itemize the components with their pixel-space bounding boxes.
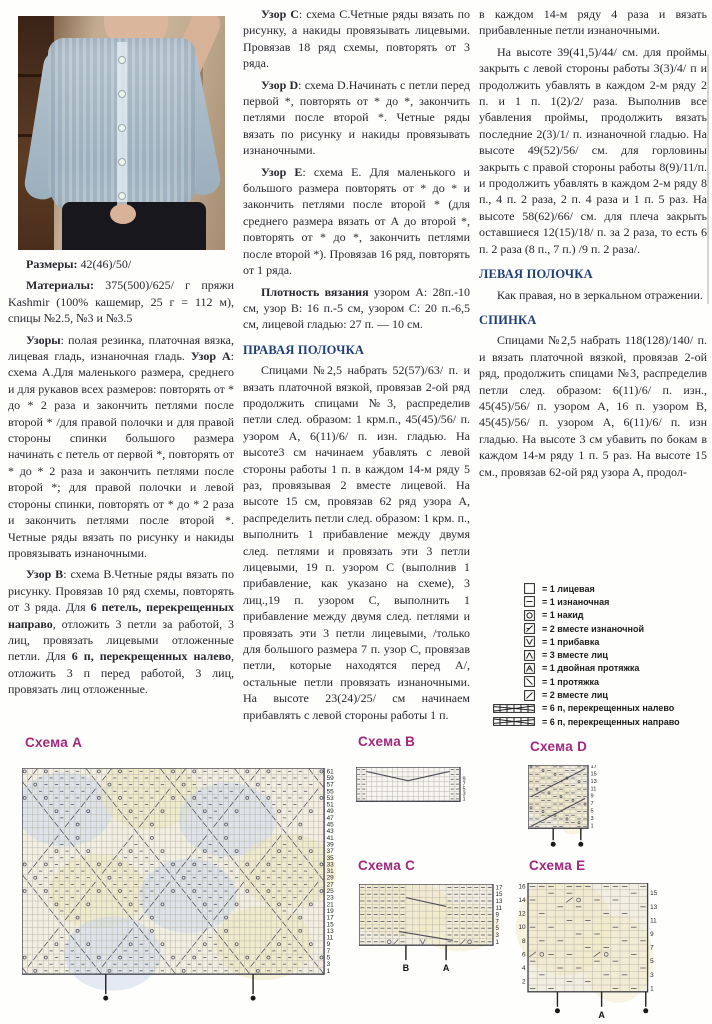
svg-text:49: 49 [326, 808, 334, 816]
svg-text:15: 15 [590, 771, 597, 778]
section-heading: СПИНКА [479, 312, 537, 327]
svg-text:21: 21 [326, 901, 334, 909]
hand [110, 204, 136, 224]
purl2tog-icon [524, 623, 535, 634]
svg-text:5: 5 [495, 925, 499, 933]
legend-label: = 2 вместе изнаночной [542, 623, 644, 634]
knitting-chart-c [359, 884, 510, 983]
legend-item [468, 675, 710, 688]
legend-label: = 1 изнаночная [542, 596, 610, 607]
svg-text:43: 43 [326, 828, 334, 836]
svg-text:13: 13 [326, 927, 334, 935]
svg-text:55: 55 [326, 788, 334, 796]
knit-icon [524, 583, 535, 594]
cardigan-photo [18, 16, 225, 250]
chart-title-b: Схема В [358, 734, 416, 749]
svg-text:3: 3 [650, 971, 654, 979]
svg-text:11: 11 [326, 934, 334, 942]
legend-item [468, 595, 710, 608]
legend-item [468, 662, 710, 675]
svg-text:11: 11 [495, 904, 502, 912]
button-icon [118, 158, 126, 166]
paragraph: Узор В: схема В.Четные ряды вязать по рисунку. Провязав 10 ряд схемы, повторять от 3 ряда. Для 6 петель, перекрещенных направо, отложить 3 петли за работой, 3 лиц, провязать лицевыми отложенные петли. Для 6 п, перекрещенных налево, отложить 3 п перед работой, 3 лиц, провязать лиц отложенные. [8, 567, 234, 697]
svg-text:5: 5 [650, 958, 654, 966]
svg-text:9: 9 [590, 793, 594, 800]
svg-text:8: 8 [521, 937, 526, 945]
svg-text:13: 13 [495, 898, 503, 906]
chart-grid-e [516, 883, 665, 1024]
legend-label: = 3 вместе лиц [542, 650, 608, 661]
chart-grid-d [528, 765, 605, 858]
pass-icon [524, 676, 535, 687]
svg-text:61: 61 [326, 768, 334, 776]
chart-grid-a [22, 768, 341, 1012]
cable-left-icon [493, 704, 535, 713]
svg-text:17: 17 [326, 914, 334, 922]
svg-text:10: 10 [518, 924, 526, 932]
legend-label: = 1 лицевая [542, 583, 595, 594]
chart-grid-b [356, 767, 477, 807]
paragraph: в каждом 14-м ряду 4 раза и вязать прибавленные петли изнаночными. [479, 7, 707, 38]
legend-label: = 1 двойная протяжка [542, 663, 640, 674]
paragraph: Узоры: полая резинка, платочная вязка, лицевая гладь, изнаночная гладь. Узор А: схема А.Для маленького размера, среднего и для рукавов всех размеров: повторять от * до * 2 раза и закончить петлями после второй * /для правой полочки и для правой стороны спинки большого размера начинать с петель от первой *, повторять от * до * 2 раза и закончить петлями после второй *; для правой полочки и левой стороны спинки, повторять от * до * 2 раза и закончить петлями после второй *. Четные ряды вязать по рисунку и накиды провязывать изнаночными. [8, 332, 234, 560]
svg-text:41: 41 [326, 834, 334, 842]
svg-text:23: 23 [326, 894, 334, 902]
middle-column [243, 6, 470, 728]
svg-text:13: 13 [590, 778, 597, 785]
chart-title-d: Схема D [530, 739, 588, 754]
svg-text:53: 53 [326, 794, 334, 802]
svg-text:51: 51 [326, 801, 334, 809]
paragraph: Размеры: 42(46)/50/ [26, 257, 132, 271]
svg-text:59: 59 [326, 774, 334, 782]
svg-text:12: 12 [518, 910, 526, 918]
right-column [479, 6, 707, 485]
svg-text:16: 16 [518, 883, 526, 891]
double-pass-icon [524, 663, 535, 674]
paragraph: Материалы: 375(500)/625/ г пряжи Kashmir (100% кашемир, 25 г = 112 м), спицы №2.5, №3 и №3.5 [8, 278, 234, 326]
button-icon [118, 124, 126, 132]
svg-text:A: A [598, 1009, 605, 1020]
svg-text:29: 29 [326, 874, 334, 882]
svg-text:3: 3 [495, 932, 499, 940]
svg-text:39: 39 [326, 841, 334, 849]
svg-text:15: 15 [326, 921, 334, 929]
paragraph: Спицами №2,5 набрать 52(57)/63/ п. и вязать платочной вязкой, провязав 2-ой ряд продолжить спицами №3, распределив петли след. образом: 1 крм.п., 45(45)/56/ п. узором А, 6(11)/6/ п. изн. гладью. На высоте3 см начинаем убавлять с левой стороны работы 1 п. в каждом 14-м ряду 5 раз, провязывая 2 вместе лицевой. На высоте 15 см, провязав 62 ряд узора А, распределить петли след. образом: 1 крм. п., выполнить 1 прибавление между двумя след. петлями и провязать эти 3 петли лицевыми, 19 п. узором С (выполнив 1 прибавление, как указано на схеме), 3 лиц.,19 п. узором С, выполнить 1 прибавление между двумя след. петлями и провязать эти 3 петли лицевыми, /только для большого размера 7 п. узор С, провязав петли, которые находятся перед А/, остальные петли провязать изнаночными. На высоте 23(24)/25/ см начинаем прибавлять с левой стороны работы 1 п. [243, 363, 470, 722]
purl-icon [524, 596, 535, 607]
chart-title-e: Схема Е [529, 858, 586, 873]
section-heading: ЛЕВАЯ ПОЛОЧКА [479, 267, 593, 282]
svg-text:13: 13 [650, 903, 658, 911]
paragraph: Спицами №2,5 набрать 118(128)/140/ п. и вязать платочной вязкой, провязав 2-ой ряд, продолжить спицами №3, распределив петли след. образом: 6(11)/6/ п. изн., 45(45)/56/ п. узором А, 16 п. узором В, 45(45)/56/ п. узором А, 6(11)/6/ п. изн гладью. На высоте 3 см убавить по бокам в каждом 14-м ряду 1 п. 5 раз. На высоте 15 см., провязав 62-ой ряд узора А, продол- [479, 333, 707, 479]
legend-label: = 1 накид [542, 610, 584, 621]
svg-text:5: 5 [590, 808, 594, 815]
svg-text:4: 4 [521, 965, 526, 973]
svg-text:9: 9 [462, 776, 466, 783]
svg-text:1: 1 [326, 967, 331, 975]
svg-text:17: 17 [590, 765, 597, 770]
svg-text:11: 11 [650, 917, 657, 925]
knitting-chart-a [22, 768, 341, 1017]
svg-text:11: 11 [590, 786, 597, 793]
svg-text:7: 7 [326, 947, 331, 955]
paragraph: Как правая, но в зеркальном отражении. [497, 287, 703, 302]
svg-text:7: 7 [495, 918, 499, 926]
svg-text:1: 1 [650, 985, 654, 993]
svg-text:27: 27 [326, 881, 334, 889]
svg-text:45: 45 [326, 821, 334, 829]
button-icon [118, 192, 126, 200]
chart-title-c: Схема С [358, 858, 416, 873]
svg-text:31: 31 [326, 868, 334, 876]
svg-text:9: 9 [650, 931, 654, 939]
paragraph: Узор С: схема С.Четные ряды вязать по рисунку, а накиды провязывать лицевыми. Провязав 18 ряд схемы, повторять от 3 ряда. [243, 7, 470, 71]
svg-text:14: 14 [518, 897, 526, 905]
legend-label: = 6 п, перекрещенных налево [542, 703, 675, 714]
button-placket [117, 42, 127, 212]
button-icon [118, 90, 126, 98]
button-icon [118, 56, 126, 64]
legend-item [468, 688, 710, 701]
svg-text:1: 1 [590, 823, 594, 830]
svg-text:1: 1 [495, 938, 499, 946]
symbol-legend [468, 582, 710, 728]
left-column [8, 256, 234, 703]
legend-label: = 2 вместе лиц [542, 690, 608, 701]
section-heading: ПРАВАЯ ПОЛОЧКА [243, 342, 365, 357]
legend-item [468, 609, 710, 622]
svg-text:17: 17 [495, 884, 503, 892]
svg-text:2: 2 [521, 978, 526, 986]
yarn-over-icon [524, 610, 535, 621]
svg-text:15: 15 [495, 891, 503, 899]
svg-text:19: 19 [326, 907, 334, 915]
cable-right-icon [493, 717, 535, 726]
svg-text:1: 1 [462, 796, 466, 803]
svg-text:3: 3 [462, 791, 466, 798]
paragraph: Узор Е: схема Е. Для маленького и большого размера повторять от * до * и закончить петлями после второй * (для среднего размера вязать от А до второй *, повторять от * до *, закончить петлями после второй *). Провязав 16 ряд, повторять от 1 ряда. [243, 164, 470, 278]
legend-item [468, 635, 710, 648]
knitting-chart-e [516, 883, 665, 1024]
knitting-chart-b [356, 767, 477, 812]
svg-text:3: 3 [326, 961, 331, 969]
k3tog-icon [524, 650, 535, 661]
legend-item [468, 702, 710, 715]
svg-text:15: 15 [650, 890, 658, 898]
svg-text:5: 5 [326, 954, 331, 962]
increase-icon [524, 636, 535, 647]
legend-item [468, 622, 710, 635]
scan-artifact [707, 54, 709, 304]
paragraph: На высоте 39(41,5)/44/ см. для проймы закрыть с левой стороны работы 3(3)/4/ п и продолжить убавлять в каждом 2-м ряду 2 п. и 1 п. 1(2)/2/ раза. Выполнив все убавления проймы, продолжить вязать последние 2(3)/1/ п. изнаночной гладью. На высоте 49(52)/56/ см. для горловины закрыть с правой стороны работы 8(9)/11/п. и продолжить убавлять в каждом 2-м ряду 8 п., 4 п. 2 раза, 2 п. 4 раза и 1 п. 5 раз. На высоте 58(62)/66/ см. для плеча закрыть оставшиеся 12(15)/18/ п. за 2 раза, то есть 6 п. 2 раза (8 п., 7 п.) /9 п. 2 раза/. [479, 44, 707, 256]
svg-text:7: 7 [590, 801, 594, 808]
legend-label: = 1 прибавка [542, 636, 600, 647]
chart-title-a: Схема А [25, 735, 83, 750]
svg-text:9: 9 [326, 941, 331, 949]
legend-item [468, 715, 710, 728]
paragraph: Плотность вязания узором А: 28п.-10 см, узор В: 16 п.-5 см, узором С: 20 п.-6,5 см, лицевой гладью: 27 п. — 10 см. [243, 284, 471, 332]
svg-text:A: A [442, 963, 450, 974]
svg-text:37: 37 [326, 848, 334, 856]
legend-item [468, 582, 710, 595]
svg-text:33: 33 [326, 861, 334, 869]
svg-text:47: 47 [326, 814, 334, 822]
svg-text:5: 5 [462, 786, 466, 793]
legend-item [468, 648, 710, 661]
svg-text:57: 57 [326, 781, 334, 789]
legend-label: = 6 п, перекрещенных направо [542, 716, 680, 727]
svg-text:35: 35 [326, 854, 334, 862]
svg-text:9: 9 [495, 911, 499, 919]
chart-grid-c [359, 884, 510, 978]
svg-text:7: 7 [462, 781, 466, 788]
paragraph: Узор D: схема D.Начинать с петли перед первой *, повторять от * до *, закончить петлями после второй *. Четные ряды вязать по рисунку и накиды провязывать изнаночными. [243, 77, 471, 158]
legend-label: = 1 протяжка [542, 676, 600, 687]
svg-text:3: 3 [590, 816, 594, 823]
knitting-chart-d [528, 765, 605, 863]
svg-text:B: B [402, 963, 410, 974]
k2tog-icon [524, 690, 535, 701]
svg-text:6: 6 [521, 951, 526, 959]
svg-text:25: 25 [326, 888, 334, 896]
svg-text:7: 7 [650, 944, 654, 952]
